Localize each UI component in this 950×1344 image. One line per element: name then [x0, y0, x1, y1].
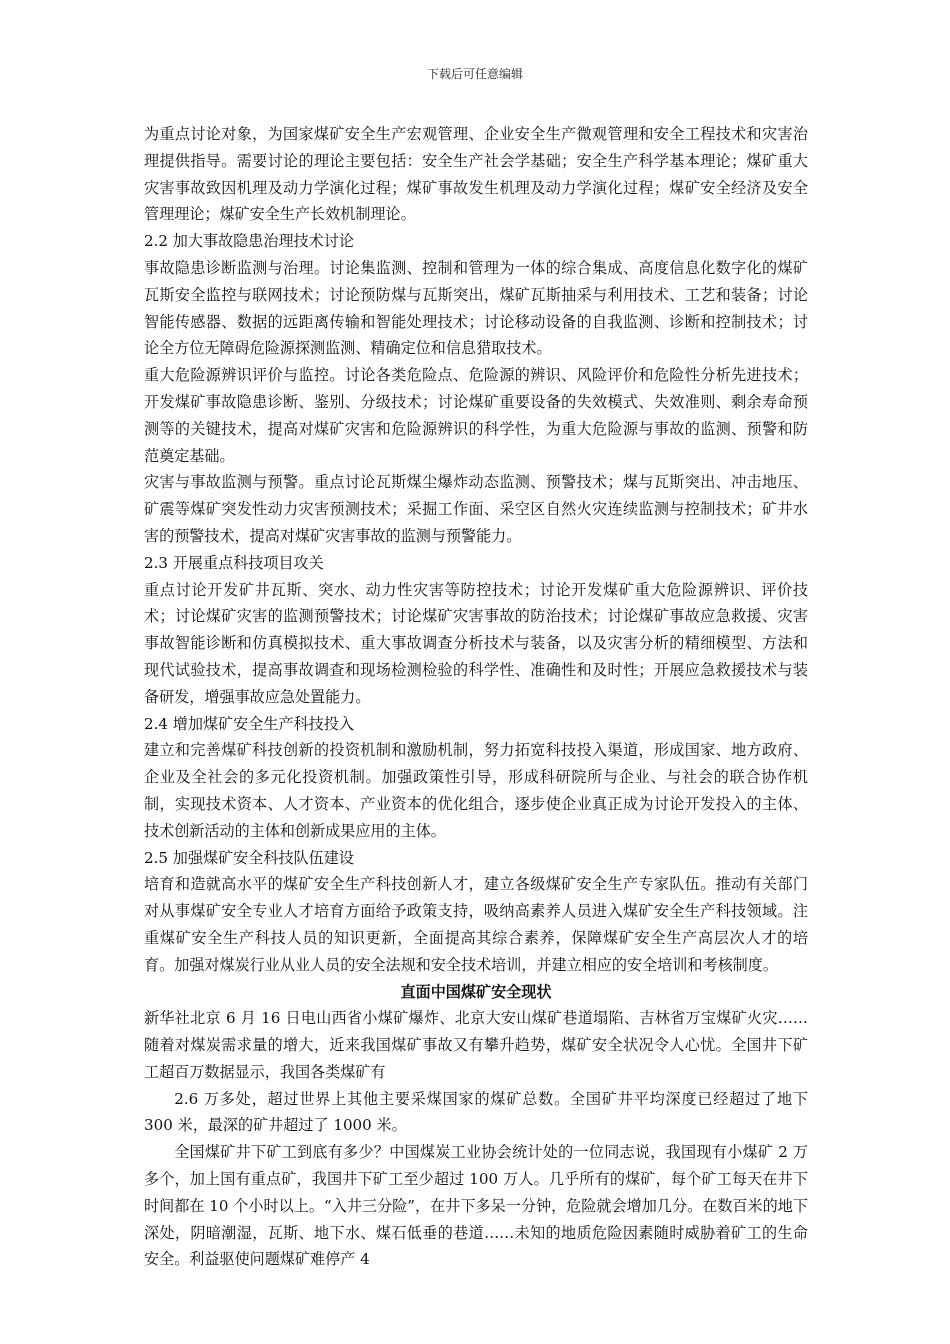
- paragraph-hazard-source-evaluation: 重大危险源辨识评价与监控。讨论各类危险点、危险源的辨识、风险评价和危险性分析先进技术；开发煤矿事故隐患诊断、鉴别、分级技术；讨论煤矿重要设备的失效模式、失效准则、剩余寿命预测等的关键技术，提高对煤矿灾害和危险源辨识的科学性，为重大危险源与事故的监测、预警和防范奠定基础。: [144, 366, 808, 465]
- article-title: 直面中国煤矿安全现状: [400, 982, 552, 1001]
- paragraph-intro: 为重点讨论对象，为国家煤矿安全生产宏观管理、企业安全生产微观管理和安全工程技术和灾害治理提供指导。需要讨论的理论主要包括：安全生产社会学基础；安全生产科学基本理论；煤矿重大灾害事故致因机理及动力学演化过程；煤矿事故发生机理及动力学演化过程；煤矿安全经济及安全管理理论；煤矿安全生产长效机制理论。: [144, 125, 808, 224]
- paragraph-talent: 培育和造就高水平的煤矿安全生产科技创新人才，建立各级煤矿安全生产专家队伍。推动有关部门对从事煤矿安全专业人才培育方面给予政策支持，吸纳高素养人员进入煤矿安全生产科技领域。注重煤矿安全生产科技人员的知识更新，全面提高其综合素养，保障煤矿安全生产高层次人才的培育。加强对煤炭行业从业人员的安全法规和安全技术培训，并建立相应的安全培训和考核制度。: [144, 875, 808, 974]
- page-header-note: 下载后可任意编辑: [426, 67, 523, 81]
- section-heading-2-4: 2.4 增加煤矿安全生产科技投入: [144, 714, 354, 733]
- paragraph-hazard-monitoring: 事故隐患诊断监测与治理。讨论集监测、控制和管理为一体的综合集成、高度信息化数字化的煤矿瓦斯安全监控与联网技术；讨论预防煤与瓦斯突出，煤矿瓦斯抽采与利用技术、工艺和装备；讨论智能传感器、数据的远距离传输和智能处理技术；讨论移动设备的自我监测、诊断和控制技术；讨论全方位无障碍危险源探测监测、精确定位和信息猎取技术。: [144, 258, 808, 358]
- section-heading-2-2: 2.2 加大事故隐患治理技术讨论: [144, 232, 354, 251]
- section-heading-2-5: 2.5 加强煤矿安全科技队伍建设: [144, 848, 354, 867]
- section-heading-2-3: 2.3 开展重点科技项目攻关: [144, 553, 324, 572]
- paragraph-disaster-warning: 灾害与事故监测与预警。重点讨论瓦斯煤尘爆炸动态监测、预警技术；煤与瓦斯突出、冲击地压、矿震等煤矿突发性动力灾害预测技术；采掘工作面、采空区自然火灾连续监测与控制技术；矿井水害的预警技术，提高对煤矿灾害事故的监测与预警能力。: [144, 473, 808, 545]
- paragraph-news-lead: 新华社北京 6 月 16 日电山西省小煤矿爆炸、北京大安山煤矿巷道塌陷、吉林省万宝煤矿火灾……随着对煤炭需求量的增大，近来我国煤矿事故又有攀升趋势，煤矿安全状况令人心忧。全国井下矿工超百万数据显示，我国各类煤矿有: [144, 1009, 808, 1081]
- document-body: [144, 121, 808, 1273]
- paragraph-mine-count: 2.6 万多处，超过世界上其他主要采煤国家的煤矿总数。全国矿井平均深度已经超过了地下 300 米，最深的矿井超过了 1000 米。: [144, 1089, 808, 1135]
- paragraph-key-projects: 重点讨论开发矿井瓦斯、突水、动力性灾害等防控技术；讨论开发煤矿重大危险源辨识、评价技术；讨论煤矿灾害的监测预警技术；讨论煤矿灾害事故的防治技术；讨论煤矿事故应急救援、灾害事故智能诊断和仿真模拟技术、重大事故调查分析技术与装备，以及灾害分析的精细模型、方法和现代试验技术，提高事故调查和现场检测检验的科学性、准确性和及时性；开展应急救援技术与装备研发，增强事故应急处置能力。: [144, 580, 808, 706]
- paragraph-investment: 建立和完善煤矿科技创新的投资机制和激励机制，努力拓宽科技投入渠道，形成国家、地方政府、企业及全社会的多元化投资机制。加强政策性引导，形成科研院所与企业、与社会的联合协作机制，实现技术资本、人才资本、产业资本的优化组合，逐步使企业真正成为讨论开发投入的主体、技术创新活动的主体和创新成果应用的主体。: [144, 741, 808, 840]
- paragraph-miner-count: 全国煤矿井下矿工到底有多少？中国煤炭工业协会统计处的一位同志说，我国现有小煤矿 2 万多个，加上国有重点矿，我国井下矿工至少超过 100 万人。几乎所有的煤矿，每个矿工每天在井下时间都在 10 个小时以上。“入井三分险”，在井下多呆一分钟，危险就会增加几分。在数百米的地下深处，阴暗潮湿，瓦斯、地下水、煤石低垂的巷道……未知的地质危险因素随时威胁着矿工的生命安全。利益驱使问题煤矿难停产 4: [144, 1143, 808, 1269]
